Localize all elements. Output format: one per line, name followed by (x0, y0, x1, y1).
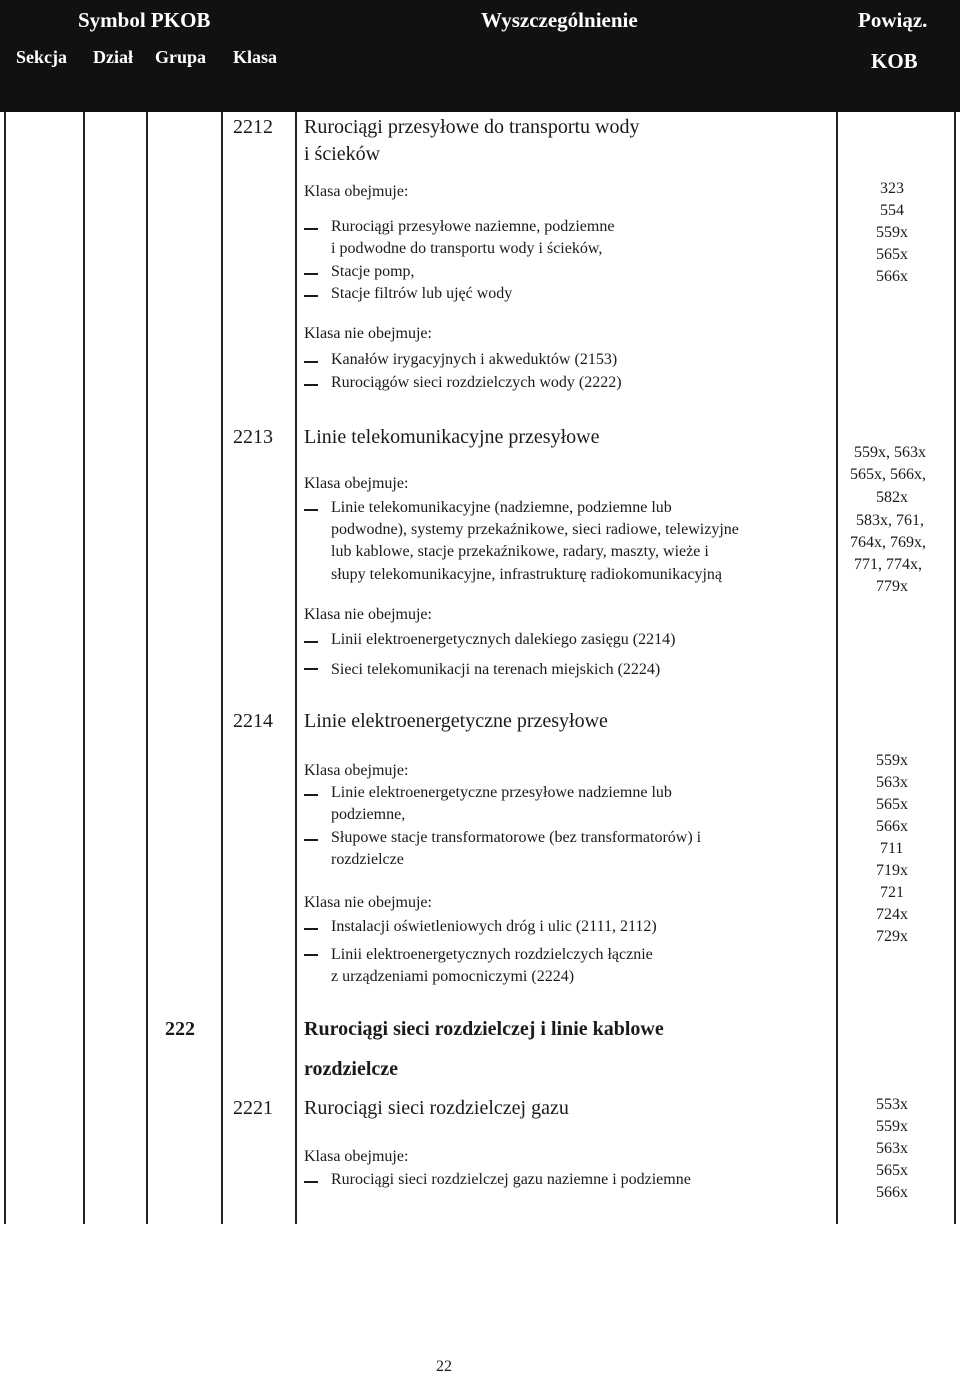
kob-code: 559x (876, 752, 908, 769)
column-divider (4, 112, 6, 1224)
list-item: Rurociągi sieci rozdzielczej gazu naziemne i podziemne (331, 1171, 691, 1188)
bullet-dash (304, 228, 318, 230)
list-item: Słupowe stacje transformatorowe (bez transformatorów) i (331, 829, 702, 846)
class-title: Linie elektroenergetyczne przesyłowe (304, 710, 608, 732)
class-title: Linie telekomunikacyjne przesyłowe (304, 426, 600, 448)
kob-code: 553x (876, 1096, 908, 1113)
kob-code: 771, 774x, (854, 556, 922, 573)
group-title: Rurociągi sieci rozdzielczej i linie kablowe (304, 1018, 664, 1040)
kob-code: 559x (876, 1118, 908, 1135)
bullet-dash (304, 361, 318, 363)
list-item: i podwodne do transportu wody i ścieków, (331, 240, 603, 257)
nie-obejmuje-label: Klasa nie obejmuje: (304, 325, 432, 342)
column-divider (146, 112, 148, 1224)
kob-code: 554 (880, 202, 904, 219)
column-divider (836, 112, 838, 1224)
kob-code: 566x (876, 1184, 908, 1201)
bullet-dash (304, 928, 318, 930)
bullet-dash (304, 668, 318, 670)
bullet-dash (304, 1181, 318, 1183)
header-col-klasa: Klasa (233, 47, 278, 67)
list-item: rozdzielcze (331, 851, 404, 868)
kob-code: 711 (880, 840, 904, 857)
bullet-dash (304, 509, 318, 511)
class-title: Rurociągi sieci rozdzielczej gazu (304, 1097, 569, 1119)
list-item: słupy telekomunikacyjne, infrastrukturę radiokomunikacyjną (331, 566, 722, 583)
bullet-dash (304, 794, 318, 796)
kob-code: 559x (876, 224, 908, 241)
kob-code: 566x (876, 818, 908, 835)
kob-code: 583x, 761, (856, 512, 924, 529)
bullet-dash (304, 273, 318, 275)
header-col-dzial: Dział (93, 47, 133, 67)
header-col-grupa: Grupa (155, 47, 207, 67)
obejmuje-label: Klasa obejmuje: (304, 475, 409, 492)
kob-code: 719x (876, 862, 908, 879)
list-item: z urządzeniami pomocniczymi (2224) (331, 968, 575, 985)
header-symbol-pkob: Symbol PKOB (78, 8, 211, 32)
bullet-dash (304, 641, 318, 643)
list-item: Instalacji oświetleniowych dróg i ulic (2111, 2112) (331, 918, 657, 935)
header-wyszczegolnienie: Wyszczególnienie (481, 8, 638, 32)
list-item: Stacje filtrów lub ujęć wody (331, 285, 513, 302)
kob-code: 565x (876, 796, 908, 813)
class-code: 2212 (233, 116, 273, 138)
list-item: Linie telekomunikacyjne (nadziemne, podziemne lub (331, 499, 672, 516)
list-item: Linie elektroenergetyczne przesyłowe nadziemne lub (331, 784, 672, 801)
obejmuje-label: Klasa obejmuje: (304, 183, 409, 200)
class-code: 2213 (233, 426, 273, 448)
kob-code: 566x (876, 268, 908, 285)
kob-code: 563x (876, 1140, 908, 1157)
obejmuje-label: Klasa obejmuje: (304, 762, 409, 779)
header-powiaz: Powiąz. (858, 8, 928, 32)
kob-code: 563x (876, 774, 908, 791)
column-divider (221, 112, 223, 1224)
bullet-dash (304, 839, 318, 841)
kob-code: 729x (876, 928, 908, 945)
group-code: 222 (165, 1018, 195, 1040)
bullet-dash (304, 384, 318, 386)
class-title: i ścieków (304, 143, 381, 165)
kob-code: 721 (880, 884, 904, 901)
obejmuje-label: Klasa obejmuje: (304, 1148, 409, 1165)
list-item: Stacje pomp, (331, 263, 415, 280)
kob-code: 565x, 566x, (850, 466, 926, 483)
list-item: Linii elektroenergetycznych dalekiego zasięgu (2214) (331, 631, 676, 648)
nie-obejmuje-label: Klasa nie obejmuje: (304, 894, 432, 911)
kob-code: 559x, 563x (854, 444, 926, 461)
column-divider (83, 112, 85, 1224)
kob-code: 565x (876, 246, 908, 263)
page-number: 22 (436, 1358, 452, 1375)
kob-code: 764x, 769x, (850, 534, 926, 551)
bullet-dash (304, 954, 318, 956)
class-code: 2214 (233, 710, 273, 732)
list-item: Rurociągi przesyłowe naziemne, podziemne (331, 218, 615, 235)
list-item: Sieci telekomunikacji na terenach miejskich (2224) (331, 661, 661, 678)
class-code: 2221 (233, 1097, 273, 1119)
list-item: Linii elektroenergetycznych rozdzielczych łącznie (331, 946, 653, 963)
list-item: Kanałów irygacyjnych i akweduktów (2153) (331, 351, 618, 368)
header-kob: KOB (871, 49, 918, 73)
kob-code: 582x (876, 489, 908, 506)
column-divider (954, 112, 956, 1224)
list-item: podziemne, (331, 806, 406, 823)
list-item: Rurociągów sieci rozdzielczych wody (2222) (331, 374, 622, 391)
column-divider (295, 112, 297, 1224)
bullet-dash (304, 295, 318, 297)
kob-code: 724x (876, 906, 908, 923)
nie-obejmuje-label: Klasa nie obejmuje: (304, 606, 432, 623)
group-title: rozdzielcze (304, 1058, 399, 1080)
list-item: lub kablowe, stacje przekaźnikowe, radary, maszty, wieże i (331, 543, 709, 560)
class-title: Rurociągi przesyłowe do transportu wody (304, 116, 640, 138)
kob-code: 779x (876, 578, 908, 595)
header-col-sekcja: Sekcja (16, 47, 67, 67)
kob-code: 323 (880, 180, 904, 197)
kob-code: 565x (876, 1162, 908, 1179)
list-item: podwodne), systemy przekaźnikowe, sieci radiowe, telewizyjne (331, 521, 739, 538)
